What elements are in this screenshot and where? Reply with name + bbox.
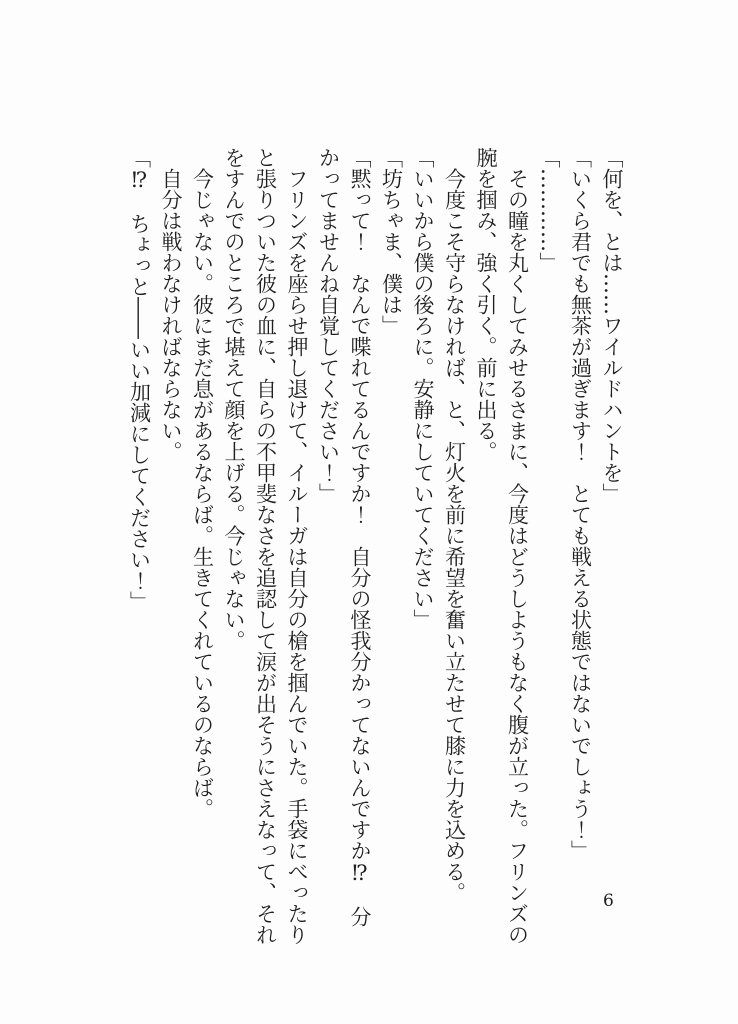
dialogue-line: 「⁉ ちょっと――いい加減にしてください！」 — [127, 147, 152, 612]
dialogue-line: 「いいから僕の後ろに。安静にしていてください」 — [411, 147, 435, 630]
dialogue-line: 「…………」 — [537, 147, 561, 273]
narration-line: 自分は戦わなければならない。 — [159, 168, 183, 462]
page-number: 6 — [603, 891, 614, 911]
dialogue-line: 「黙って！ なんで喋れてるんですか！ 自分の怪我分かってないんですか⁉ 分かってませんね自覚してください！」 — [316, 147, 372, 927]
dialogue-line: 「いくら君でも無茶が過ぎます！ とても戦える状態ではないでしょう！」 — [568, 147, 593, 861]
page-text-block — [123, 147, 627, 945]
narration-line: 今じゃない。彼にまだ息があるならば。生きてくれているのならば。 — [190, 168, 215, 819]
narration-line: フリンズを座らせ押し退けて、イルーガは自分の槍を掴んでいた。手袋にべったりと張りついた彼の血に、自らの不甲斐なさを追認して涙が出そうにさえなって、それをすんでのところで堪えて顔を上げる。今じゃない。 — [222, 147, 309, 945]
dialogue-line: 「何を、とは……ワイルドハントを」 — [600, 147, 624, 504]
dialogue-line: 「坊ちゃま、僕は」 — [379, 147, 404, 336]
narration-line: 今度こそ守らなければ、と、灯火を前に希望を奮い立たせて膝に力を込める。 — [442, 168, 467, 903]
narration-line: その瞳を丸くしてみせるさまに、今度はどうしようもなく腹が立った。フリンズの腕を掴み、強く引く。前に出る。 — [474, 147, 530, 945]
